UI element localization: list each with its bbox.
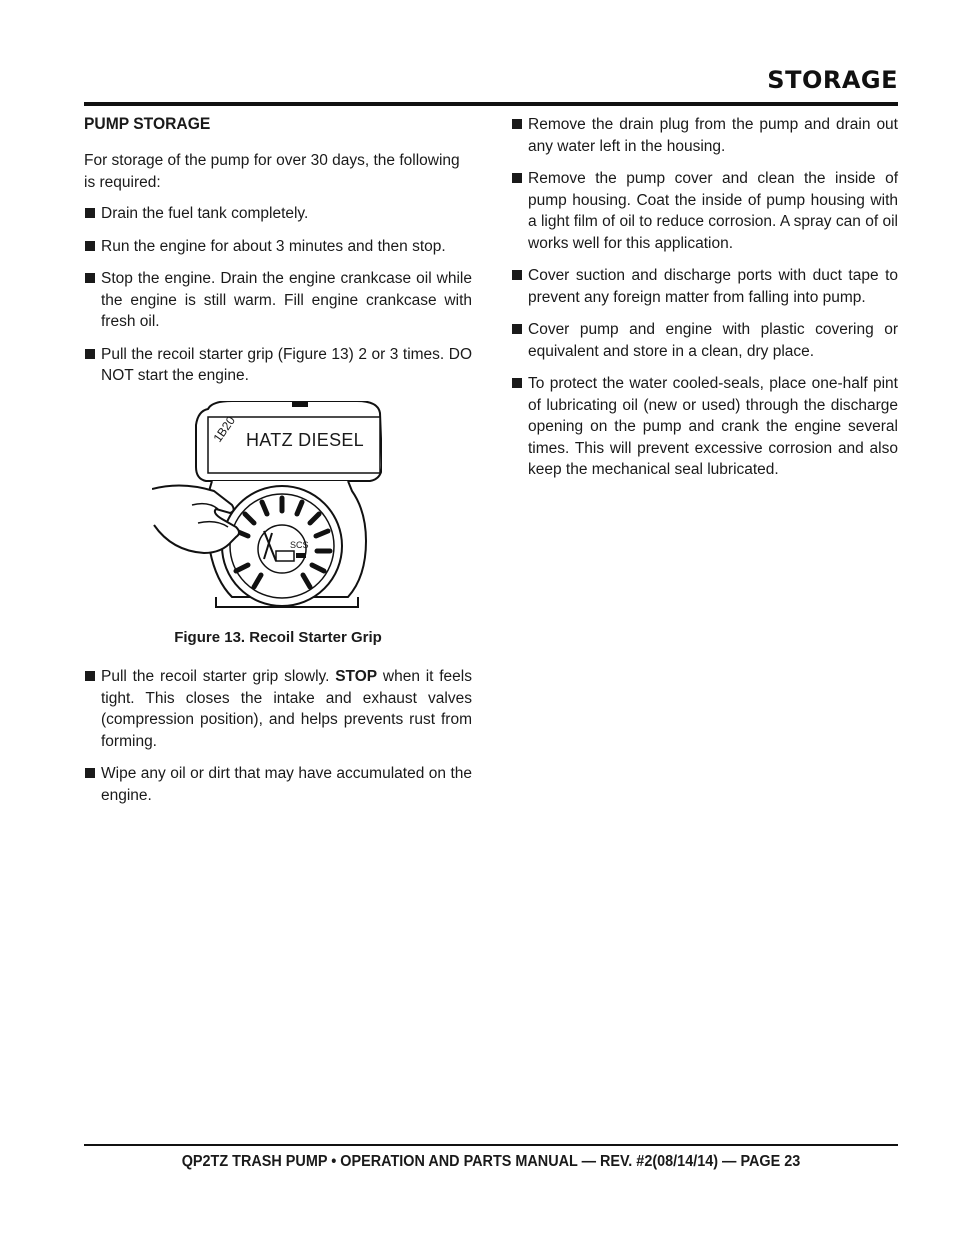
list-item: Pull the recoil starter grip slowly. STOP when it feels tight. This closes the intake and exhaust valves (compression position), and helps prevents rust from forming. xyxy=(84,666,472,752)
bullet-square-icon xyxy=(512,378,522,388)
list-item: Run the engine for about 3 minutes and then stop. xyxy=(84,236,472,258)
bullet-square-icon xyxy=(85,671,95,681)
intro-paragraph: For storage of the pump for over 30 days, the following is required: xyxy=(84,152,460,191)
list-item: Pull the recoil starter grip (Figure 13) 2 or 3 times. DO NOT start the engine. xyxy=(84,344,472,387)
list-item: Cover suction and discharge ports with duct tape to prevent any foreign matter from falling into pump. xyxy=(511,265,898,308)
figure-caption: Figure 13. Recoil Starter Grip xyxy=(174,628,382,646)
bullet-square-icon xyxy=(85,273,95,283)
page-footer: QP2TZ TRASH PUMP • OPERATION AND PARTS MANUAL — REV. #2(08/14/14) — PAGE 23 xyxy=(181,1153,801,1170)
bullet-square-icon xyxy=(85,208,95,218)
list-item: Cover pump and engine with plastic covering or equivalent and store in a clean, dry place. xyxy=(511,319,898,362)
list-item: Remove the pump cover and clean the inside of pump housing. Coat the inside of pump housing with a light film of oil to reduce corrosion. A spray can of oil works well for this application. xyxy=(511,168,898,254)
left-column xyxy=(84,114,472,817)
bullet-list-before-figure xyxy=(84,203,472,387)
section-title-pump-storage: PUMP STORAGE xyxy=(84,114,211,133)
bullet-square-icon xyxy=(512,119,522,129)
engine-badge-label: SCS xyxy=(290,539,309,550)
bullet-square-icon xyxy=(85,349,95,359)
list-item: Remove the drain plug from the pump and drain out any water left in the housing. xyxy=(511,114,898,157)
figure-recoil-starter xyxy=(84,401,472,613)
bullet-square-icon xyxy=(512,173,522,183)
engine-model-label: 1B20 xyxy=(210,413,239,445)
bullet-list-right xyxy=(511,114,898,481)
page-header xyxy=(84,64,898,106)
bullet-square-icon xyxy=(512,324,522,334)
list-item: Drain the fuel tank completely. xyxy=(84,203,472,225)
footer-divider xyxy=(84,1144,898,1146)
bullet-square-icon xyxy=(512,270,522,280)
stop-emphasis: STOP xyxy=(335,668,378,685)
bullet-square-icon xyxy=(85,241,95,251)
list-item: To protect the water cooled-seals, place one-half pint of lubricating oil (new or used) through the discharge opening on the pump and crank the engine several times. This will prevent excessive corrosion and also keep the mechanical seal lubricated. xyxy=(511,373,898,481)
bullet-square-icon xyxy=(85,768,95,778)
bullet-list-after-figure xyxy=(84,666,472,806)
engine-brand-label: HATZ DIESEL xyxy=(246,429,364,450)
list-item: Stop the engine. Drain the engine crankcase oil while the engine is still warm. Fill engine crankcase with fresh oil. xyxy=(84,268,472,333)
page-title: STORAGE xyxy=(767,66,898,94)
list-item: Wipe any oil or dirt that may have accumulated on the engine. xyxy=(84,763,472,806)
right-column xyxy=(511,114,898,492)
